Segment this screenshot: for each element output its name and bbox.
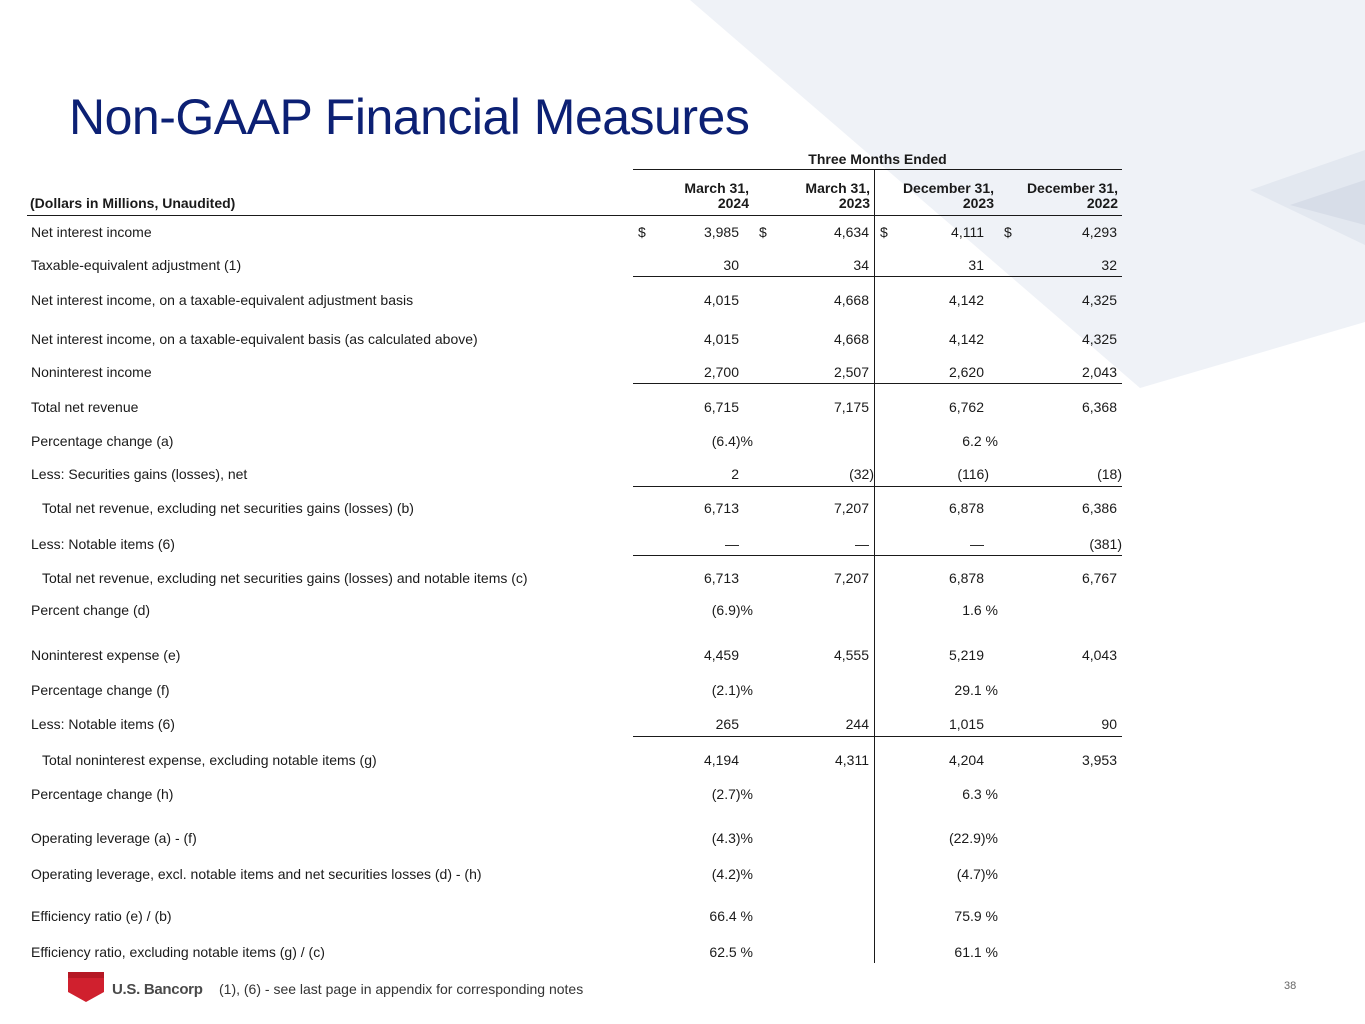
column-header-1-line2: 2024 [717, 195, 749, 211]
cell-mar-2024: 30 [723, 257, 739, 273]
table-row [0, 431, 1365, 451]
table-row [0, 290, 1365, 310]
cell-mar-2024: 4,194 [703, 752, 739, 768]
cell-dec-2023-pct: 29.1 % [954, 682, 998, 698]
cell-mar-2023: 7,175 [833, 399, 869, 415]
page-title: Non-GAAP Financial Measures [69, 89, 750, 145]
table-row [0, 680, 1365, 700]
cell-dec-2023-pct: (22.9)% [948, 830, 998, 846]
cell-mar-2024: 265 [715, 716, 739, 732]
cell-mar-2023: 4,555 [833, 647, 869, 663]
column-header-3 [880, 181, 994, 211]
cell-dec-2023: 6,878 [948, 570, 984, 586]
column-header-2-line2: 2023 [838, 195, 870, 211]
column-header-2-line1: March 31, [805, 180, 870, 196]
cell-mar-2024: 3,985 [703, 224, 739, 240]
currency-symbol: $ [880, 224, 888, 240]
cell-dec-2022: 90 [1101, 716, 1117, 732]
cell-dec-2023: — [970, 536, 984, 552]
cell-dec-2023-pct: 1.6 % [962, 602, 998, 618]
cell-mar-2023: 4,634 [833, 224, 869, 240]
row-label: Less: Notable items (6) [31, 716, 175, 732]
currency-symbol: $ [1004, 224, 1012, 240]
cell-mar-2024: 4,459 [703, 647, 739, 663]
cell-dec-2022: 2,043 [1081, 364, 1117, 380]
row-label: Net interest income [31, 224, 152, 240]
table-row [0, 362, 1365, 382]
cell-dec-2023: 4,142 [948, 292, 984, 308]
cell-mar-2023: 7,207 [833, 500, 869, 516]
column-header-2 [760, 181, 870, 211]
row-label: Net interest income, on a taxable-equivalent basis (as calculated above) [31, 331, 478, 347]
row-label: Operating leverage, excl. notable items and net securities losses (d) - (h) [31, 866, 482, 882]
column-header-3-line2: 2023 [962, 195, 994, 211]
cell-dec-2023: 4,111 [951, 224, 984, 240]
row-label: Efficiency ratio (e) / (b) [31, 908, 172, 924]
cell-mar-2023: 7,207 [833, 570, 869, 586]
cell-dec-2023-pct: 75.9 % [954, 908, 998, 924]
row-label: Noninterest income [31, 364, 152, 380]
cell-mar-2024-pct: (2.7)% [711, 786, 753, 802]
brand-name: U.S. Bancorp [112, 981, 203, 998]
column-header-4-line1: December 31, [1026, 180, 1118, 196]
cell-mar-2024-pct: 66.4 % [709, 908, 753, 924]
cell-dec-2022: 4,293 [1081, 224, 1117, 240]
cell-dec-2022: 3,953 [1081, 752, 1117, 768]
cell-dec-2023: 2,620 [948, 364, 984, 380]
cell-mar-2024: 2 [731, 466, 739, 482]
table-row [0, 498, 1365, 518]
cell-dec-2022: 4,325 [1081, 331, 1117, 347]
cell-dec-2023-pct: 6.2 % [962, 433, 998, 449]
column-header-1-line1: March 31, [684, 180, 749, 196]
table-row [0, 784, 1365, 804]
table-row [0, 714, 1365, 734]
cell-mar-2024: 6,713 [703, 500, 739, 516]
column-header-3-line1: December 31, [902, 180, 994, 196]
row-label: Less: Securities gains (losses), net [31, 466, 248, 482]
cell-dec-2023-pct: (4.7)% [956, 866, 998, 882]
cell-mar-2023: 4,668 [833, 331, 869, 347]
cell-mar-2024: 6,713 [703, 570, 739, 586]
page-number: 38 [1284, 980, 1297, 992]
row-label: Total net revenue, excluding net securities gains (losses) and notable items (c) [42, 570, 528, 586]
row-label: Efficiency ratio, excluding notable items (g) / (c) [31, 944, 325, 960]
cell-dec-2022: (381) [1089, 536, 1122, 552]
column-header-4 [1005, 181, 1118, 211]
cell-mar-2024: 6,715 [703, 399, 739, 415]
cell-dec-2022: 32 [1101, 257, 1117, 273]
table-row [0, 942, 1365, 962]
footnote: (1), (6) - see last page in appendix for corresponding notes [219, 981, 584, 997]
row-label: Net interest income, on a taxable-equivalent adjustment basis [31, 292, 414, 308]
row-label: Percentage change (f) [31, 682, 170, 698]
cell-dec-2022: 4,325 [1081, 292, 1117, 308]
cell-dec-2022: (18) [1097, 466, 1122, 482]
row-label: Percentage change (a) [31, 433, 174, 449]
cell-mar-2024-pct: (4.3)% [711, 830, 753, 846]
table-row [0, 828, 1365, 848]
subtotal-rule [633, 276, 1122, 277]
cell-mar-2024: — [725, 536, 739, 552]
cell-dec-2022: 6,386 [1081, 500, 1117, 516]
us-bancorp-logo-icon [68, 972, 104, 1002]
table-row [0, 329, 1365, 349]
cell-mar-2023: 34 [853, 257, 869, 273]
table-row [0, 568, 1365, 588]
cell-mar-2024: 4,015 [703, 331, 739, 347]
currency-symbol: $ [759, 224, 767, 240]
cell-mar-2024-pct: (6.9)% [711, 602, 753, 618]
row-label: Operating leverage (a) - (f) [31, 830, 197, 846]
cell-dec-2023-pct: 6.3 % [962, 786, 998, 802]
column-header-4-line2: 2022 [1086, 195, 1118, 211]
cell-dec-2022: 6,767 [1081, 570, 1117, 586]
table-row [0, 600, 1365, 620]
row-label: Taxable-equivalent adjustment (1) [31, 257, 242, 273]
cell-mar-2024: 4,015 [703, 292, 739, 308]
column-header-1 [640, 181, 749, 211]
subtotal-rule [633, 486, 1122, 487]
subtotal-rule [633, 555, 1122, 556]
table-row [0, 645, 1365, 665]
table-row [0, 534, 1365, 554]
cell-mar-2023: 244 [845, 716, 869, 732]
cell-dec-2023-pct: 61.1 % [954, 944, 998, 960]
cell-mar-2023: 4,311 [835, 752, 869, 768]
header-rule [27, 215, 1122, 216]
row-label: Less: Notable items (6) [31, 536, 175, 552]
units-label: (Dollars in Millions, Unaudited) [30, 195, 236, 211]
subtotal-rule [633, 383, 1122, 384]
row-label: Total noninterest expense, excluding notable items (g) [42, 752, 377, 768]
table-row [0, 750, 1365, 770]
cell-dec-2023: 31 [968, 257, 984, 273]
subtotal-rule [633, 736, 1122, 737]
row-label: Percent change (d) [31, 602, 151, 618]
cell-dec-2023: 6,878 [948, 500, 984, 516]
cell-mar-2023: 2,507 [833, 364, 869, 380]
cell-dec-2023: (116) [957, 466, 989, 482]
table-row [0, 906, 1365, 926]
cell-dec-2023: 1,015 [948, 716, 984, 732]
cell-mar-2024-pct: (4.2)% [711, 866, 753, 882]
cell-dec-2023: 4,142 [948, 331, 984, 347]
cell-mar-2024: 2,700 [703, 364, 739, 380]
cell-dec-2022: 4,043 [1081, 647, 1117, 663]
row-label: Noninterest expense (e) [31, 647, 181, 663]
cell-dec-2022: 6,368 [1081, 399, 1117, 415]
cell-mar-2023: — [855, 536, 869, 552]
cell-mar-2024-pct: (2.1)% [711, 682, 753, 698]
table-row [0, 864, 1365, 884]
cell-mar-2023: 4,668 [833, 292, 869, 308]
table-row [0, 255, 1365, 275]
table-row [0, 222, 1365, 242]
row-label: Total net revenue, excluding net securities gains (losses) (b) [42, 500, 414, 516]
table-row [0, 464, 1365, 484]
cell-dec-2023: 4,204 [948, 752, 984, 768]
group-header: Three Months Ended [808, 151, 947, 167]
cell-mar-2024-pct: 62.5 % [709, 944, 753, 960]
row-label: Total net revenue [31, 399, 139, 415]
cell-dec-2023: 5,219 [948, 647, 984, 663]
cell-mar-2024-pct: (6.4)% [711, 433, 753, 449]
currency-symbol: $ [638, 224, 646, 240]
group-header-rule [633, 169, 1122, 170]
cell-dec-2023: 6,762 [948, 399, 984, 415]
row-label: Percentage change (h) [31, 786, 174, 802]
cell-mar-2023: (32) [849, 466, 874, 482]
table-row [0, 397, 1365, 417]
